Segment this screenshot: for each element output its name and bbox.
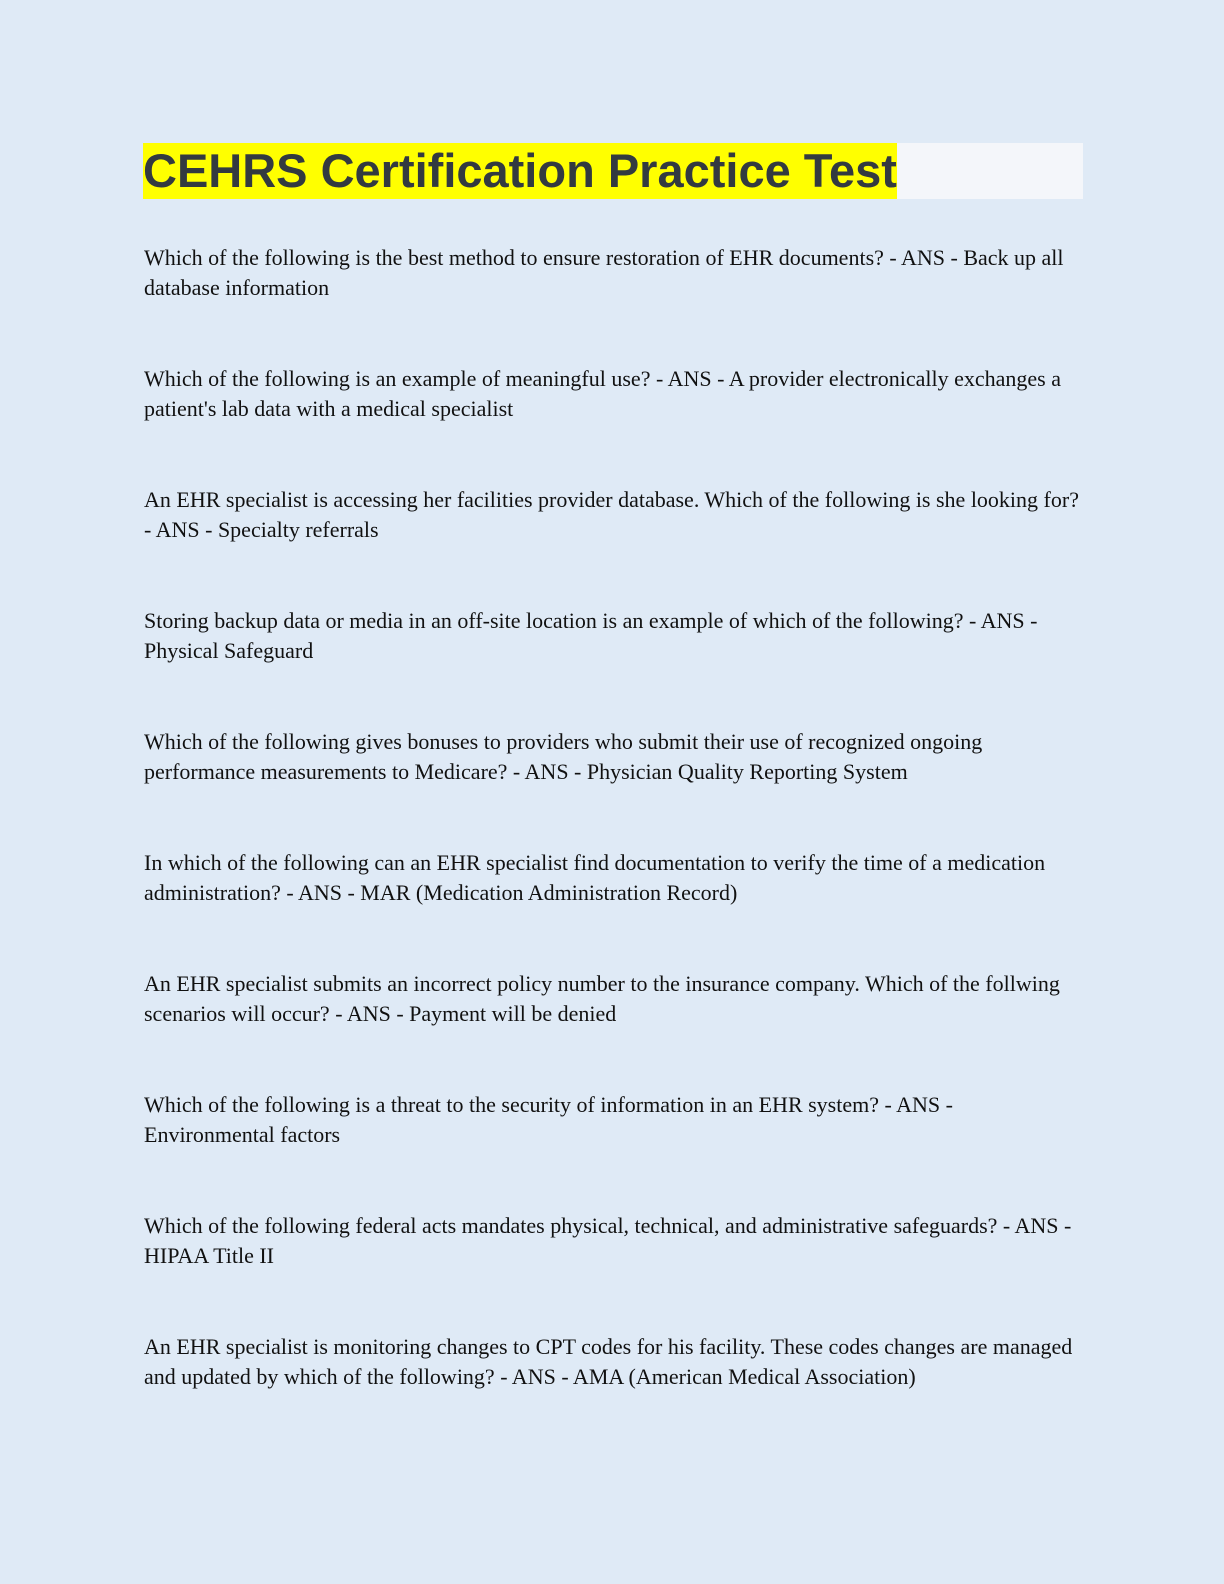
question-answer-item: Storing backup data or media in an off-site location is an example of which of the following? - ANS - Physical Safeguard [144,608,1038,663]
question-answer-item: Which of the following is an example of meaningful use? - ANS - A provider electronically exchanges a patient's lab data with a medical specialist [144,366,1061,421]
question-answer-item: Which of the following federal acts mandates physical, technical, and administrative safeguards? - ANS - HIPAA Title II [144,1213,1072,1268]
question-answer-item: An EHR specialist is accessing her facilities provider database. Which of the following is she looking for? - ANS - Specialty referrals [144,487,1079,542]
question-answer-item: An EHR specialist is monitoring changes to CPT codes for his facility. These codes changes are managed and updated by which of the following? - ANS - AMA (American Medical Association) [144,1334,1073,1389]
question-answer-item: An EHR specialist submits an incorrect policy number to the insurance company. Which of the follwing scenarios will occur? - ANS - Payment will be denied [144,971,1060,1026]
question-answer-item: Which of the following is the best method to ensure restoration of EHR documents? - ANS - Back up all database information [144,245,1064,300]
question-answer-item: Which of the following is a threat to the security of information in an EHR system? - ANS - Environmental factors [144,1092,953,1147]
question-answer-item: In which of the following can an EHR specialist find documentation to verify the time of a medication administration? - ANS - MAR (Medication Administration Record) [144,850,1046,905]
question-answer-item: Which of the following gives bonuses to providers who submit their use of recognized ongoing performance measurements to Medicare? - ANS - Physician Quality Reporting System [144,729,983,784]
page-title: CEHRS Certification Practice Test [143,144,897,197]
question-answer-list [144,243,1084,1453]
